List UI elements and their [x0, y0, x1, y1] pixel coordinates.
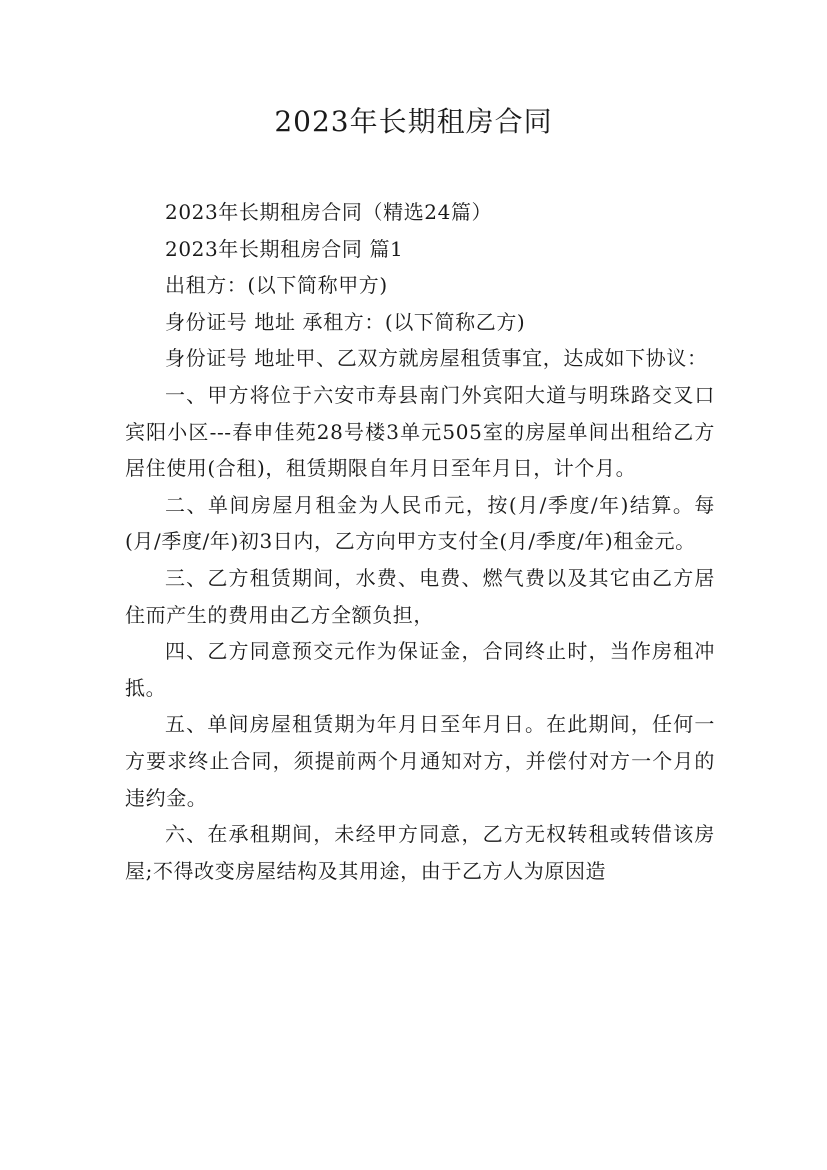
document-body	[125, 194, 715, 889]
paragraph-clause-6: 六、在承租期间，未经甲方同意，乙方无权转租或转借该房屋;不得改变房屋结构及其用途，由于乙方人为原因造	[125, 822, 715, 883]
paragraph-clause-1: 一、甲方将位于六安市寿县南门外宾阳大道与明珠路交叉口宾阳小区---春申佳苑28号楼3单元505室的房屋单间出租给乙方居住使用(合租)，租赁期限自年月日至年月日，计个月。	[125, 382, 715, 481]
paragraph-clause-5: 五、单间房屋租赁期为年月日至年月日。在此期间，任何一方要求终止合同，须提前两个月通知对方，并偿付对方一个月的违约金。	[125, 712, 715, 810]
paragraph-preamble: 身份证号 地址甲、乙双方就房屋租赁事宜，达成如下协议：	[165, 346, 708, 371]
paragraph-section-heading: 2023年长期租房合同 篇1	[165, 236, 404, 261]
paragraph-subtitle: 2023年长期租房合同（精选24篇）	[165, 200, 493, 224]
paragraph-lessee: 身份证号 地址 承租方：(以下简称乙方)	[165, 309, 526, 334]
paragraph-clause-3: 三、乙方租赁期间，水费、电费、燃气费以及其它由乙方居住而产生的费用由乙方全额负担，	[125, 565, 715, 627]
paragraph-lessor: 出租方：(以下简称甲方)	[165, 273, 388, 298]
document-title: 2023年长期租房合同	[274, 105, 553, 138]
paragraph-clause-2: 二、单间房屋月租金为人民币元，按(月/季度/年)结算。每(月/季度/年)初3日内，乙方向甲方支付全(月/季度/年)租金元。	[125, 492, 715, 554]
paragraph-clause-4: 四、乙方同意预交元作为保证金，合同终止时，当作房租冲抵。	[125, 639, 715, 700]
